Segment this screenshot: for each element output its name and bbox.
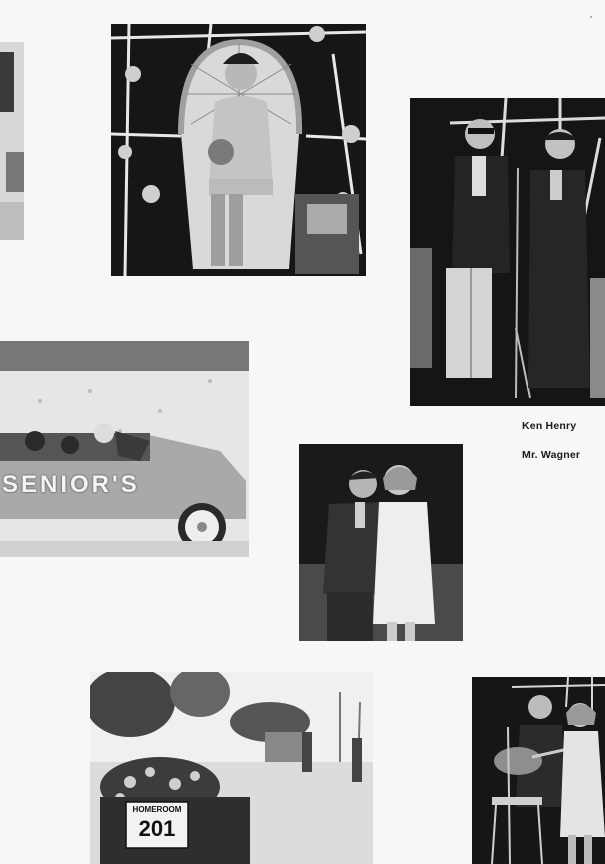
float-sign-number: 201 [138, 816, 176, 841]
queen-throne-photo [111, 24, 366, 276]
page-speck [590, 16, 592, 18]
car-banner-text: SENIOR'S [2, 471, 140, 498]
caption-name-ken-henry: Ken Henry [522, 420, 577, 432]
float-sign-homeroom: HOMEROOM [132, 805, 182, 814]
left-edge-photo [0, 42, 24, 240]
award-presentation-photo [410, 98, 605, 406]
homeroom-float-photo [90, 672, 373, 864]
senior-float-car-photo [0, 341, 249, 557]
couple-dancing-photo [299, 444, 463, 641]
caption-name-mr-wagner: Mr. Wagner [522, 449, 581, 461]
guitar-singers-photo [472, 677, 605, 864]
